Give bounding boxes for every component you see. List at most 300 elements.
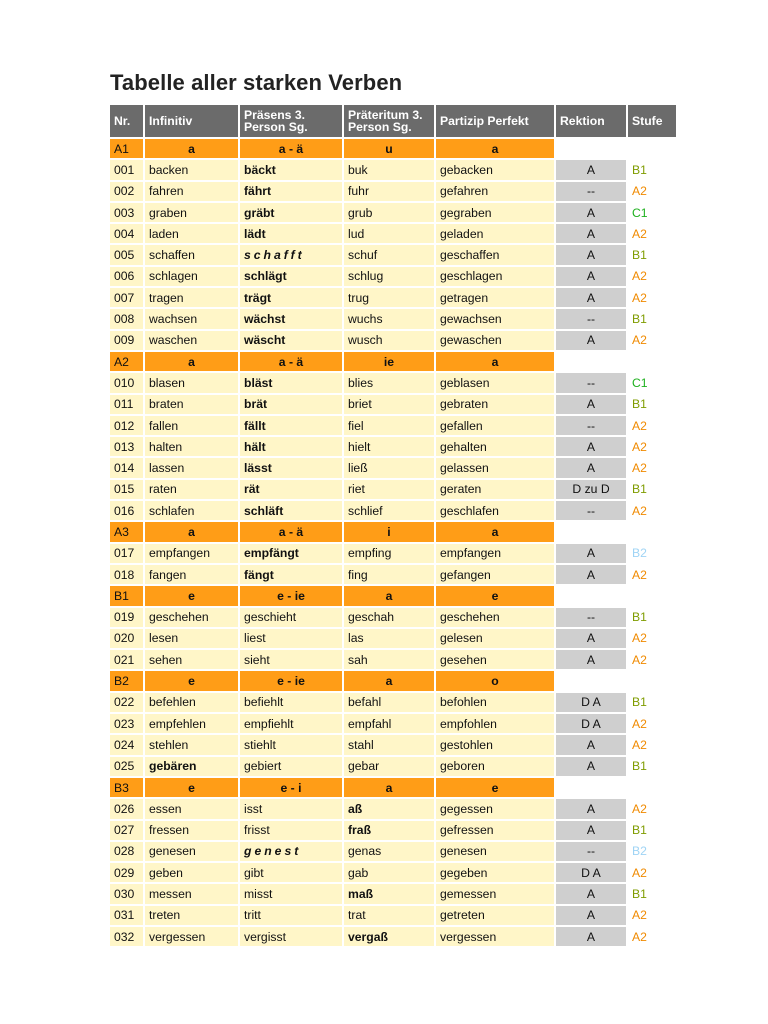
- verb-stufe: B1: [632, 887, 647, 902]
- verb-praeteritum: empfing: [344, 544, 434, 563]
- verb-infinitiv: backen: [145, 160, 238, 179]
- table-row: [110, 863, 676, 882]
- table-row: [110, 544, 676, 563]
- verb-number: 025: [110, 757, 143, 776]
- verb-infinitiv: fangen: [145, 565, 238, 584]
- verb-partizip: geschehen: [436, 608, 554, 627]
- verb-praeteritum: trat: [344, 906, 434, 925]
- verb-number: 019: [110, 608, 143, 627]
- verb-praeteritum: genas: [344, 842, 434, 861]
- group-praesens-vowel: a - ä: [240, 352, 342, 371]
- verb-rektion: A: [556, 288, 626, 307]
- group-blank-cell: [556, 352, 676, 371]
- table-row: [110, 288, 676, 307]
- group-infinitiv-vowel: e: [145, 778, 238, 797]
- group-code: A1: [110, 139, 143, 158]
- header-rektion: Rektion: [556, 105, 626, 137]
- verb-number: 004: [110, 224, 143, 243]
- verb-praeteritum: empfahl: [344, 714, 434, 733]
- table-row: [110, 160, 676, 179]
- table-row: [110, 735, 676, 754]
- group-praesens-vowel: a - ä: [240, 522, 342, 541]
- table-row: [110, 416, 676, 435]
- verb-praeteritum: riet: [344, 480, 434, 499]
- table-row: [110, 884, 676, 903]
- verb-praesens: brät: [240, 395, 342, 414]
- table-row: [110, 458, 676, 477]
- table-row: [110, 629, 676, 648]
- group-blank-cell: [556, 522, 676, 541]
- verb-rektion: A: [556, 458, 626, 477]
- table-row: [110, 842, 676, 861]
- verb-rektion: --: [556, 373, 626, 392]
- verb-infinitiv: wachsen: [145, 309, 238, 328]
- verb-rektion: A: [556, 395, 626, 414]
- verb-rektion: A: [556, 331, 626, 350]
- verb-stufe: B1: [632, 759, 647, 774]
- group-praeteritum-vowel: a: [344, 671, 434, 690]
- group-praeteritum-vowel: a: [344, 778, 434, 797]
- verb-infinitiv: empfehlen: [145, 714, 238, 733]
- verb-praeteritum: gebar: [344, 757, 434, 776]
- verb-stufe: A2: [632, 567, 647, 582]
- table-row: [110, 501, 676, 520]
- verb-rektion: --: [556, 182, 626, 201]
- verb-praesens: rät: [240, 480, 342, 499]
- verb-rektion: A: [556, 799, 626, 818]
- verb-praeteritum: buk: [344, 160, 434, 179]
- verb-partizip: gemessen: [436, 884, 554, 903]
- verb-stufe: B1: [632, 695, 647, 710]
- verb-partizip: gestohlen: [436, 735, 554, 754]
- group-infinitiv-vowel: a: [145, 139, 238, 158]
- table-row: [110, 331, 676, 350]
- table-row: [110, 245, 676, 264]
- verb-number: 011: [110, 395, 143, 414]
- verb-rektion: A: [556, 437, 626, 456]
- verb-partizip: empfangen: [436, 544, 554, 563]
- verb-praesens: hält: [240, 437, 342, 456]
- verb-number: 012: [110, 416, 143, 435]
- verb-infinitiv: waschen: [145, 331, 238, 350]
- verb-stufe: A2: [632, 269, 647, 284]
- verb-number: 006: [110, 267, 143, 286]
- verb-stufe: B1: [632, 397, 647, 412]
- verb-stufe: A2: [632, 631, 647, 646]
- verb-praesens: empfiehlt: [240, 714, 342, 733]
- group-praesens-vowel: e - i: [240, 778, 342, 797]
- verb-stufe: A2: [632, 439, 647, 454]
- group-code: A2: [110, 352, 143, 371]
- verb-praeteritum: wuchs: [344, 309, 434, 328]
- page-title: Tabelle aller starken Verben: [110, 70, 403, 95]
- verb-praesens: empfängt: [240, 544, 342, 563]
- verb-praeteritum: fraß: [344, 821, 434, 840]
- verb-infinitiv: braten: [145, 395, 238, 414]
- verb-number: 013: [110, 437, 143, 456]
- verb-partizip: gebraten: [436, 395, 554, 414]
- table-row: [110, 437, 676, 456]
- verb-praeteritum: sah: [344, 650, 434, 669]
- group-blank-cell: [556, 586, 676, 605]
- verb-rektion: A: [556, 565, 626, 584]
- table-row: [110, 565, 676, 584]
- verb-praeteritum: fiel: [344, 416, 434, 435]
- table-row: [110, 480, 676, 499]
- verb-number: 030: [110, 884, 143, 903]
- verb-praeteritum: blies: [344, 373, 434, 392]
- verb-number: 001: [110, 160, 143, 179]
- verb-number: 029: [110, 863, 143, 882]
- verb-praesens: lädt: [240, 224, 342, 243]
- verb-praeteritum: ließ: [344, 458, 434, 477]
- verb-stufe: A2: [632, 908, 647, 923]
- table-row: [110, 757, 676, 776]
- group-row: [110, 352, 676, 371]
- verb-number: 015: [110, 480, 143, 499]
- verb-praeteritum: fuhr: [344, 182, 434, 201]
- verb-number: 005: [110, 245, 143, 264]
- verb-praesens: gräbt: [240, 203, 342, 222]
- verb-praesens: bäckt: [240, 160, 342, 179]
- verb-praesens: lässt: [240, 458, 342, 477]
- verb-stufe: A2: [632, 652, 647, 667]
- verb-rektion: A: [556, 544, 626, 563]
- verb-stufe: A2: [632, 184, 647, 199]
- verb-partizip: gegessen: [436, 799, 554, 818]
- verb-partizip: genesen: [436, 842, 554, 861]
- group-code: B2: [110, 671, 143, 690]
- group-row: [110, 522, 676, 541]
- header-praeteritum-line2: Person Sg.: [348, 120, 412, 134]
- header-praesens-line1: Präsens 3.: [244, 108, 305, 122]
- verb-praesens: fährt: [240, 182, 342, 201]
- verb-number: 018: [110, 565, 143, 584]
- verb-number: 016: [110, 501, 143, 520]
- verb-number: 008: [110, 309, 143, 328]
- group-code: B3: [110, 778, 143, 797]
- verb-stufe: B1: [632, 610, 647, 625]
- verb-stufe: B1: [632, 482, 647, 497]
- verb-stufe: A2: [632, 333, 647, 348]
- verb-praeteritum: briet: [344, 395, 434, 414]
- header-infinitiv: Infinitiv: [145, 105, 238, 137]
- verb-rektion: D A: [556, 863, 626, 882]
- verb-rektion: A: [556, 821, 626, 840]
- verb-infinitiv: gebären: [145, 757, 238, 776]
- verb-rektion: A: [556, 650, 626, 669]
- verb-number: 003: [110, 203, 143, 222]
- verb-stufe: B2: [632, 844, 647, 859]
- verb-praesens: genest: [240, 842, 342, 861]
- verb-number: 021: [110, 650, 143, 669]
- verb-praesens: sieht: [240, 650, 342, 669]
- verb-rektion: A: [556, 757, 626, 776]
- verb-rektion: --: [556, 416, 626, 435]
- verb-number: 020: [110, 629, 143, 648]
- verb-partizip: geschlagen: [436, 267, 554, 286]
- verb-number: 010: [110, 373, 143, 392]
- group-partizip-vowel: e: [436, 586, 554, 605]
- verb-praesens: misst: [240, 884, 342, 903]
- group-infinitiv-vowel: e: [145, 671, 238, 690]
- verb-infinitiv: vergessen: [145, 927, 238, 946]
- verb-number: 023: [110, 714, 143, 733]
- table-row: [110, 373, 676, 392]
- verb-praesens: bläst: [240, 373, 342, 392]
- verb-praesens: trägt: [240, 288, 342, 307]
- verb-partizip: gelesen: [436, 629, 554, 648]
- verb-number: 026: [110, 799, 143, 818]
- verb-infinitiv: lesen: [145, 629, 238, 648]
- verb-stufe: B1: [632, 248, 647, 263]
- verb-rektion: A: [556, 629, 626, 648]
- verb-praeteritum: schuf: [344, 245, 434, 264]
- verb-infinitiv: treten: [145, 906, 238, 925]
- verb-rektion: A: [556, 203, 626, 222]
- verb-partizip: geschaffen: [436, 245, 554, 264]
- verb-number: 007: [110, 288, 143, 307]
- verb-infinitiv: tragen: [145, 288, 238, 307]
- table-row: [110, 650, 676, 669]
- verb-infinitiv: schlafen: [145, 501, 238, 520]
- verb-praesens: gibt: [240, 863, 342, 882]
- group-partizip-vowel: a: [436, 352, 554, 371]
- table-row: [110, 821, 676, 840]
- verb-infinitiv: halten: [145, 437, 238, 456]
- verb-stufe: C1: [632, 205, 648, 220]
- group-code: A3: [110, 522, 143, 541]
- verb-rektion: A: [556, 267, 626, 286]
- verb-praesens: fängt: [240, 565, 342, 584]
- group-praesens-vowel: e - ie: [240, 586, 342, 605]
- verb-praesens: isst: [240, 799, 342, 818]
- verb-partizip: vergessen: [436, 927, 554, 946]
- verb-rektion: A: [556, 884, 626, 903]
- verb-infinitiv: blasen: [145, 373, 238, 392]
- header-nr: Nr.: [110, 105, 143, 137]
- verb-praeteritum: maß: [344, 884, 434, 903]
- verb-praeteritum: lud: [344, 224, 434, 243]
- verb-infinitiv: genesen: [145, 842, 238, 861]
- verb-partizip: gelassen: [436, 458, 554, 477]
- verb-infinitiv: fressen: [145, 821, 238, 840]
- verb-rektion: A: [556, 906, 626, 925]
- table-row: [110, 203, 676, 222]
- verb-partizip: gegraben: [436, 203, 554, 222]
- verb-praeteritum: stahl: [344, 735, 434, 754]
- verb-partizip: geboren: [436, 757, 554, 776]
- verb-praesens: geschieht: [240, 608, 342, 627]
- verb-praeteritum: trug: [344, 288, 434, 307]
- verb-praesens: vergisst: [240, 927, 342, 946]
- group-partizip-vowel: a: [436, 139, 554, 158]
- group-row: [110, 139, 676, 158]
- verb-stufe: B1: [632, 823, 647, 838]
- verb-stufe: A2: [632, 503, 647, 518]
- header-praeteritum-line1: Präteritum 3.: [348, 108, 423, 122]
- group-row: [110, 586, 676, 605]
- verb-praeteritum: las: [344, 629, 434, 648]
- verb-infinitiv: befehlen: [145, 693, 238, 712]
- verb-praeteritum: grub: [344, 203, 434, 222]
- verb-praesens: schafft: [240, 245, 342, 264]
- verb-number: 028: [110, 842, 143, 861]
- verb-partizip: gefahren: [436, 182, 554, 201]
- table-row: [110, 608, 676, 627]
- verb-infinitiv: raten: [145, 480, 238, 499]
- verb-praesens: fällt: [240, 416, 342, 435]
- verb-praesens: frisst: [240, 821, 342, 840]
- verb-infinitiv: geben: [145, 863, 238, 882]
- table-row: [110, 693, 676, 712]
- header-praesens: [240, 105, 342, 137]
- verb-stufe: A2: [632, 737, 647, 752]
- verb-infinitiv: empfangen: [145, 544, 238, 563]
- verb-number: 024: [110, 735, 143, 754]
- group-row: [110, 671, 676, 690]
- verb-rektion: A: [556, 160, 626, 179]
- verb-rektion: D zu D: [556, 480, 626, 499]
- table-row: [110, 714, 676, 733]
- verb-praesens: liest: [240, 629, 342, 648]
- verb-stufe: A2: [632, 418, 647, 433]
- verb-praesens: gebiert: [240, 757, 342, 776]
- verb-infinitiv: schaffen: [145, 245, 238, 264]
- verb-stufe: B1: [632, 312, 647, 327]
- group-praeteritum-vowel: ie: [344, 352, 434, 371]
- verb-infinitiv: schlagen: [145, 267, 238, 286]
- header-partizip: Partizip Perfekt: [436, 105, 554, 137]
- verb-infinitiv: laden: [145, 224, 238, 243]
- verb-praeteritum: aß: [344, 799, 434, 818]
- verb-infinitiv: geschehen: [145, 608, 238, 627]
- verb-partizip: getreten: [436, 906, 554, 925]
- verb-partizip: geblasen: [436, 373, 554, 392]
- table-body: [110, 139, 676, 946]
- verb-partizip: geraten: [436, 480, 554, 499]
- verb-praeteritum: wusch: [344, 331, 434, 350]
- group-partizip-vowel: a: [436, 522, 554, 541]
- verb-infinitiv: graben: [145, 203, 238, 222]
- verb-number: 022: [110, 693, 143, 712]
- group-blank-cell: [556, 139, 676, 158]
- verb-partizip: befohlen: [436, 693, 554, 712]
- verb-infinitiv: sehen: [145, 650, 238, 669]
- verb-table: [108, 103, 678, 948]
- verb-infinitiv: messen: [145, 884, 238, 903]
- verb-infinitiv: stehlen: [145, 735, 238, 754]
- header-praesens-line2: Person Sg.: [244, 120, 308, 134]
- verb-partizip: gesehen: [436, 650, 554, 669]
- verb-partizip: getragen: [436, 288, 554, 307]
- verb-partizip: gegeben: [436, 863, 554, 882]
- verb-rektion: A: [556, 735, 626, 754]
- verb-praesens: schläft: [240, 501, 342, 520]
- verb-praeteritum: befahl: [344, 693, 434, 712]
- verb-praeteritum: geschah: [344, 608, 434, 627]
- verb-praesens: schlägt: [240, 267, 342, 286]
- verb-praesens: wäscht: [240, 331, 342, 350]
- group-partizip-vowel: o: [436, 671, 554, 690]
- verb-praeteritum: schlug: [344, 267, 434, 286]
- verb-praeteritum: hielt: [344, 437, 434, 456]
- group-row: [110, 778, 676, 797]
- group-praeteritum-vowel: u: [344, 139, 434, 158]
- group-blank-cell: [556, 671, 676, 690]
- verb-stufe: C1: [632, 375, 648, 390]
- verb-stufe: A2: [632, 929, 647, 944]
- verb-rektion: --: [556, 608, 626, 627]
- verb-stufe: A2: [632, 226, 647, 241]
- verb-rektion: --: [556, 501, 626, 520]
- verb-number: 009: [110, 331, 143, 350]
- verb-praesens: befiehlt: [240, 693, 342, 712]
- table-header-row: [110, 105, 676, 137]
- group-infinitiv-vowel: a: [145, 352, 238, 371]
- verb-stufe: A2: [632, 290, 647, 305]
- group-infinitiv-vowel: e: [145, 586, 238, 605]
- verb-rektion: D A: [556, 693, 626, 712]
- verb-partizip: gefressen: [436, 821, 554, 840]
- group-code: B1: [110, 586, 143, 605]
- verb-partizip: gewaschen: [436, 331, 554, 350]
- verb-praesens: stiehlt: [240, 735, 342, 754]
- verb-number: 002: [110, 182, 143, 201]
- group-praesens-vowel: e - ie: [240, 671, 342, 690]
- verb-stufe: A2: [632, 461, 647, 476]
- group-partizip-vowel: e: [436, 778, 554, 797]
- verb-number: 014: [110, 458, 143, 477]
- group-infinitiv-vowel: a: [145, 522, 238, 541]
- verb-stufe: A2: [632, 716, 647, 731]
- verb-stufe: B2: [632, 546, 647, 561]
- verb-number: 032: [110, 927, 143, 946]
- verb-stufe: A2: [632, 801, 647, 816]
- verb-number: 017: [110, 544, 143, 563]
- verb-rektion: A: [556, 245, 626, 264]
- verb-partizip: gefallen: [436, 416, 554, 435]
- group-praesens-vowel: a - ä: [240, 139, 342, 158]
- verb-praeteritum: fing: [344, 565, 434, 584]
- header-stufe: Stufe: [628, 105, 676, 137]
- verb-number: 027: [110, 821, 143, 840]
- header-praeteritum: [344, 105, 434, 137]
- verb-stufe: B1: [632, 162, 647, 177]
- table-row: [110, 309, 676, 328]
- verb-infinitiv: fallen: [145, 416, 238, 435]
- verb-praesens: wächst: [240, 309, 342, 328]
- verb-praeteritum: gab: [344, 863, 434, 882]
- verb-partizip: geschlafen: [436, 501, 554, 520]
- verb-number: 031: [110, 906, 143, 925]
- verb-partizip: gebacken: [436, 160, 554, 179]
- verb-partizip: gewachsen: [436, 309, 554, 328]
- table-row: [110, 224, 676, 243]
- group-praeteritum-vowel: i: [344, 522, 434, 541]
- verb-partizip: gefangen: [436, 565, 554, 584]
- verb-rektion: D A: [556, 714, 626, 733]
- table-row: [110, 927, 676, 946]
- verb-praesens: tritt: [240, 906, 342, 925]
- table-row: [110, 182, 676, 201]
- verb-infinitiv: fahren: [145, 182, 238, 201]
- verb-praeteritum: vergaß: [344, 927, 434, 946]
- verb-partizip: geladen: [436, 224, 554, 243]
- table-row: [110, 267, 676, 286]
- verb-infinitiv: lassen: [145, 458, 238, 477]
- table-row: [110, 906, 676, 925]
